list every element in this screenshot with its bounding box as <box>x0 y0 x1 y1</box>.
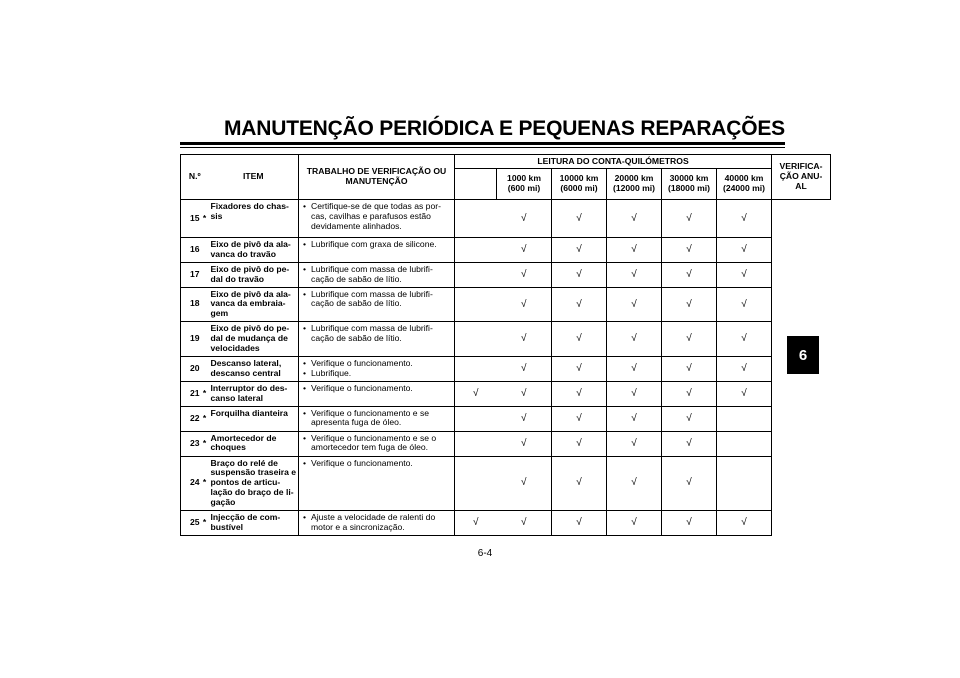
check-mark-icon: √ <box>576 244 582 256</box>
bullet-icon: • <box>303 457 307 468</box>
header-blank-col <box>455 169 497 200</box>
check-cell <box>552 287 607 322</box>
work-step-text: Lubrifique com graxa de silicone. <box>311 239 437 249</box>
header-num: N.º <box>181 155 209 200</box>
row-star: * <box>201 431 209 456</box>
header-annual: VERIFICA-ÇÃO ANU-AL <box>772 155 831 200</box>
work-step <box>303 290 450 310</box>
row-work <box>299 510 455 535</box>
mi-1: (600 mi) <box>507 183 541 193</box>
check-cell <box>455 510 497 535</box>
check-cell <box>552 381 607 406</box>
bullet-icon: • <box>303 357 307 368</box>
check-mark-icon: √ <box>521 268 527 280</box>
row-item: Descanso lateral, descanso central <box>209 356 299 381</box>
bullet-icon: • <box>303 432 307 443</box>
check-cell <box>607 456 662 510</box>
row-star: * <box>201 200 209 238</box>
check-cell <box>497 456 552 510</box>
work-step <box>303 324 450 344</box>
check-cell <box>717 322 772 357</box>
bullet-icon: • <box>303 382 307 393</box>
check-cell <box>662 262 717 287</box>
row-number: 20 <box>181 356 201 381</box>
check-cell <box>497 356 552 381</box>
check-cell <box>607 262 662 287</box>
work-step-text: Verifique o funcionamento. <box>311 457 413 468</box>
row-work <box>299 200 455 238</box>
row-item: Fixadores do chas-sis <box>209 200 299 238</box>
row-item: Injecção de com-bustível <box>209 510 299 535</box>
check-cell <box>717 356 772 381</box>
row-star <box>201 287 209 322</box>
check-cell <box>717 287 772 322</box>
km-3: 20000 km <box>614 173 654 184</box>
check-mark-icon: √ <box>631 212 637 224</box>
row-work <box>299 322 455 357</box>
check-mark-icon: √ <box>576 298 582 310</box>
row-star <box>201 262 209 287</box>
check-mark-icon: √ <box>521 212 527 224</box>
row-item: Eixo de pivô da ala-vanca do travão <box>209 238 299 263</box>
bullet-icon: • <box>303 263 307 274</box>
work-step-text: Verifique o funcionamento e se apresenta fuga de óleo. <box>311 407 430 428</box>
work-step-text: Lubrifique. <box>311 367 352 378</box>
km-4: 30000 km <box>669 173 709 184</box>
check-cell <box>717 510 772 535</box>
check-cell <box>662 238 717 263</box>
check-cell <box>717 381 772 406</box>
row-number: 25 <box>181 510 201 535</box>
row-item: Amortecedor de choques <box>209 431 299 456</box>
check-mark-icon: √ <box>631 363 637 374</box>
check-cell <box>455 262 497 287</box>
work-step <box>303 513 450 533</box>
check-cell <box>497 200 552 238</box>
check-mark-icon: √ <box>631 298 637 310</box>
check-cell <box>497 322 552 357</box>
row-item: Forquilha dianteira <box>209 406 299 431</box>
check-cell <box>607 381 662 406</box>
table-row <box>181 381 831 406</box>
work-step <box>303 434 450 454</box>
chapter-tab: 6 <box>787 336 819 374</box>
row-work <box>299 456 455 510</box>
work-step <box>303 240 450 250</box>
check-cell <box>455 238 497 263</box>
check-cell <box>455 356 497 381</box>
row-item: Interruptor do des-canso lateral <box>209 381 299 406</box>
check-cell <box>552 510 607 535</box>
mi-2: (6000 mi) <box>560 183 598 193</box>
header-odometer: LEITURA DO CONTA-QUILÓMETROS <box>455 155 772 169</box>
check-cell <box>552 200 607 238</box>
check-cell <box>552 456 607 510</box>
check-mark-icon: √ <box>741 268 747 280</box>
work-step-text: Certifique-se de que todas as por-cas, cavilhas e parafusos estão devidamente alinhados. <box>311 201 441 231</box>
check-cell <box>455 431 497 456</box>
check-mark-icon: √ <box>521 437 527 449</box>
check-cell <box>497 287 552 322</box>
check-cell <box>455 200 497 238</box>
header-km-4 <box>662 169 717 200</box>
check-mark-icon: √ <box>686 412 692 424</box>
check-cell <box>717 262 772 287</box>
maintenance-table <box>180 154 831 536</box>
check-cell <box>662 510 717 535</box>
check-cell <box>662 287 717 322</box>
row-work <box>299 287 455 322</box>
bullet-icon: • <box>303 323 307 334</box>
work-step <box>303 384 450 394</box>
bullet-icon: • <box>303 288 307 299</box>
check-mark-icon: √ <box>521 477 527 489</box>
row-star: * <box>201 456 209 510</box>
check-cell <box>717 456 772 510</box>
work-step-text: Lubrifique com massa de lubrifi-cação de sabão de lítio. <box>311 263 433 284</box>
check-cell <box>497 381 552 406</box>
check-cell <box>607 287 662 322</box>
check-mark-icon: √ <box>521 333 527 345</box>
table-row <box>181 262 831 287</box>
check-mark-icon: √ <box>741 333 747 345</box>
check-mark-icon: √ <box>686 517 692 528</box>
check-cell <box>717 238 772 263</box>
row-number: 19 <box>181 322 201 357</box>
check-cell <box>607 322 662 357</box>
check-mark-icon: √ <box>631 333 637 345</box>
table-row <box>181 456 831 510</box>
check-mark-icon: √ <box>686 268 692 280</box>
check-mark-icon: √ <box>576 212 582 224</box>
header-km-2 <box>552 169 607 200</box>
check-cell <box>497 431 552 456</box>
work-step-text: Verifique o funcionamento. <box>311 382 413 393</box>
check-mark-icon: √ <box>741 387 747 399</box>
check-mark-icon: √ <box>576 517 582 528</box>
check-cell <box>662 200 717 238</box>
page-number: 6-4 <box>477 548 493 559</box>
check-mark-icon: √ <box>686 333 692 345</box>
work-step-text: Verifique o funcionamento e se o amortecedor tem fuga de óleo. <box>311 432 437 453</box>
check-cell <box>717 406 772 431</box>
bullet-icon: • <box>303 407 307 418</box>
check-mark-icon: √ <box>631 268 637 280</box>
row-number: 23 <box>181 431 201 456</box>
header-km-1 <box>497 169 552 200</box>
check-cell <box>552 406 607 431</box>
work-step-text: Verifique o funcionamento. <box>311 357 413 368</box>
check-mark-icon: √ <box>631 477 637 489</box>
row-number: 22 <box>181 406 201 431</box>
check-mark-icon: √ <box>473 387 479 399</box>
check-mark-icon: √ <box>741 244 747 256</box>
check-mark-icon: √ <box>521 244 527 256</box>
check-cell <box>662 406 717 431</box>
header-work: TRABALHO DE VERIFICAÇÃO OU MANUTENÇÃO <box>299 155 455 200</box>
check-cell <box>552 238 607 263</box>
check-mark-icon: √ <box>473 517 479 528</box>
bullet-icon: • <box>303 239 307 249</box>
title-rule-thin <box>180 147 785 148</box>
check-cell <box>455 456 497 510</box>
check-mark-icon: √ <box>521 363 527 374</box>
row-star <box>201 356 209 381</box>
check-mark-icon: √ <box>741 212 747 224</box>
work-step-text: Ajuste a velocidade de ralenti do motor e a sincronização. <box>311 511 436 532</box>
table-row <box>181 431 831 456</box>
check-mark-icon: √ <box>741 298 747 310</box>
table-row <box>181 238 831 263</box>
check-cell <box>497 238 552 263</box>
row-item: Braço do relé de suspensão traseira e pontos de articu-lação do braço de li-gação <box>209 456 299 510</box>
check-mark-icon: √ <box>576 387 582 399</box>
row-number: 21 <box>181 381 201 406</box>
check-mark-icon: √ <box>631 387 637 399</box>
check-cell <box>497 510 552 535</box>
work-step <box>303 409 450 429</box>
row-item: Eixo de pivô do pe-dal do travão <box>209 262 299 287</box>
row-work <box>299 381 455 406</box>
header-km-3 <box>607 169 662 200</box>
check-cell <box>455 287 497 322</box>
header-item: ITEM <box>209 155 299 200</box>
check-cell <box>607 406 662 431</box>
table-row <box>181 322 831 357</box>
row-star: * <box>201 406 209 431</box>
check-mark-icon: √ <box>686 363 692 374</box>
table-row <box>181 287 831 322</box>
check-cell <box>455 406 497 431</box>
check-mark-icon: √ <box>631 517 637 528</box>
work-step <box>303 459 450 469</box>
km-2: 10000 km <box>559 173 599 184</box>
check-cell <box>455 322 497 357</box>
check-cell <box>662 356 717 381</box>
bullet-icon: • <box>303 367 307 378</box>
row-work <box>299 431 455 456</box>
bullet-icon: • <box>303 201 307 211</box>
check-mark-icon: √ <box>576 333 582 345</box>
row-work <box>299 356 455 381</box>
check-mark-icon: √ <box>521 517 527 528</box>
row-star <box>201 238 209 263</box>
check-mark-icon: √ <box>686 437 692 449</box>
row-work <box>299 406 455 431</box>
title-rule-thick <box>180 142 785 145</box>
work-step-text: Lubrifique com massa de lubrifi-cação de sabão de lítio. <box>311 288 433 309</box>
check-cell <box>607 200 662 238</box>
check-mark-icon: √ <box>686 212 692 224</box>
mi-4: (18000 mi) <box>667 183 711 193</box>
check-cell <box>662 456 717 510</box>
check-cell <box>717 200 772 238</box>
check-mark-icon: √ <box>741 517 747 528</box>
table-row <box>181 356 831 381</box>
table-row <box>181 406 831 431</box>
work-step <box>303 369 450 379</box>
work-step <box>303 202 450 232</box>
km-5: 40000 km <box>724 173 764 184</box>
bullet-icon: • <box>303 511 307 522</box>
row-number: 16 <box>181 238 201 263</box>
row-item: Eixo de pivô do pe-dal de mudança de velocidades <box>209 322 299 357</box>
row-star: * <box>201 510 209 535</box>
check-cell <box>455 381 497 406</box>
check-mark-icon: √ <box>576 363 582 374</box>
check-mark-icon: √ <box>521 412 527 424</box>
row-work <box>299 262 455 287</box>
check-mark-icon: √ <box>631 244 637 256</box>
check-mark-icon: √ <box>741 363 747 374</box>
check-mark-icon: √ <box>686 244 692 256</box>
check-cell <box>552 322 607 357</box>
check-mark-icon: √ <box>686 298 692 310</box>
row-star <box>201 322 209 357</box>
row-star: * <box>201 381 209 406</box>
check-mark-icon: √ <box>686 477 692 489</box>
table-row <box>181 200 831 238</box>
check-mark-icon: √ <box>521 298 527 310</box>
check-cell <box>497 262 552 287</box>
header-km-5 <box>717 169 772 200</box>
check-cell <box>662 322 717 357</box>
check-cell <box>607 431 662 456</box>
row-number: 17 <box>181 262 201 287</box>
check-cell <box>552 262 607 287</box>
row-number: 15 <box>181 200 201 238</box>
row-number: 24 <box>181 456 201 510</box>
km-1: 1000 km <box>507 173 541 184</box>
check-cell <box>607 356 662 381</box>
work-step <box>303 265 450 285</box>
table-row <box>181 510 831 535</box>
check-cell <box>552 431 607 456</box>
row-work <box>299 238 455 263</box>
row-item: Eixo de pivô da ala-vanca da embraia-gem <box>209 287 299 322</box>
check-mark-icon: √ <box>521 387 527 399</box>
check-mark-icon: √ <box>686 387 692 399</box>
check-mark-icon: √ <box>576 437 582 449</box>
check-mark-icon: √ <box>631 412 637 424</box>
row-number: 18 <box>181 287 201 322</box>
check-cell <box>607 238 662 263</box>
check-cell <box>717 431 772 456</box>
check-mark-icon: √ <box>576 412 582 424</box>
check-cell <box>662 381 717 406</box>
check-cell <box>497 406 552 431</box>
check-mark-icon: √ <box>576 268 582 280</box>
check-mark-icon: √ <box>576 477 582 489</box>
work-step-text: Lubrifique com massa de lubrifi-cação de sabão de lítio. <box>311 323 433 343</box>
check-cell <box>662 431 717 456</box>
check-mark-icon: √ <box>631 437 637 449</box>
check-cell <box>552 356 607 381</box>
mi-5: (24000 mi) <box>722 183 766 193</box>
mi-3: (12000 mi) <box>612 183 656 193</box>
page-title: MANUTENÇÃO PERIÓDICA E PEQUENAS REPARAÇÕES <box>224 117 785 140</box>
check-cell <box>607 510 662 535</box>
